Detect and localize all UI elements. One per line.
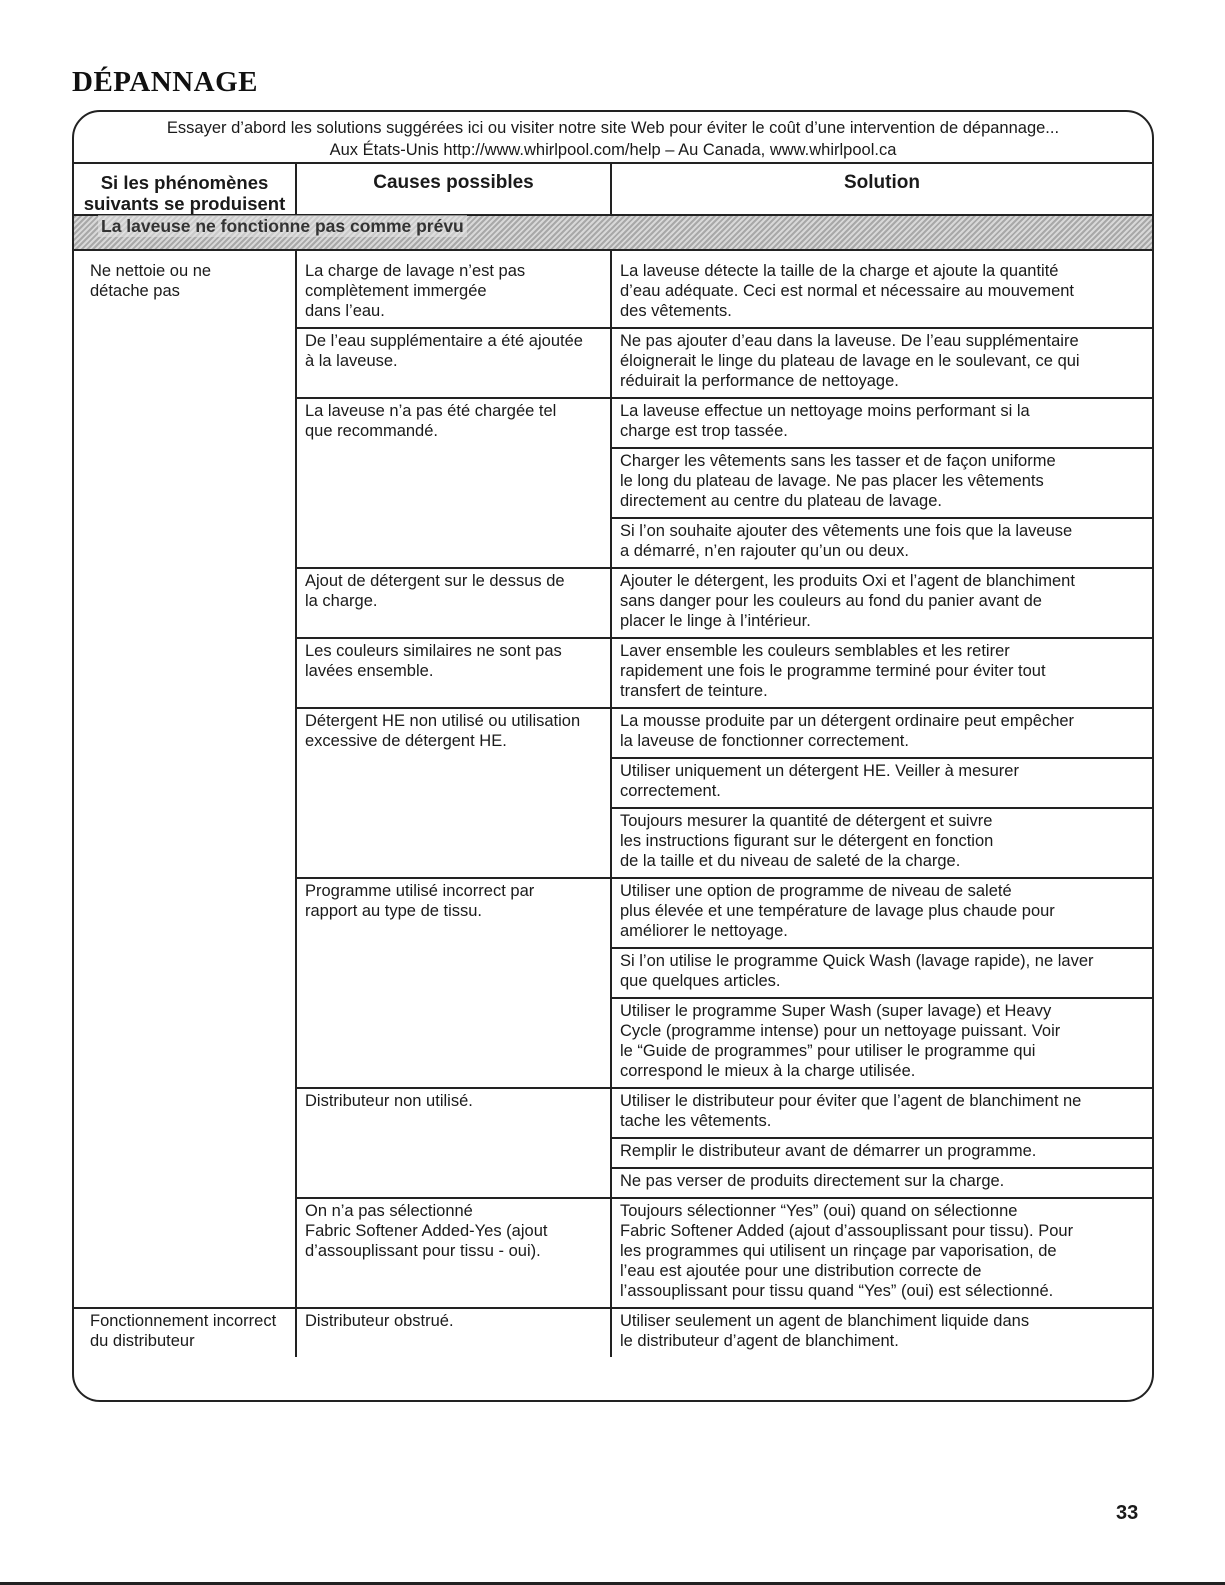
solution-cell — [611, 328, 1152, 398]
intro-line-2: Aux États-Unis http://www.whirlpool.com/help – Au Canada, www.whirlpool.ca — [329, 141, 897, 159]
solution-cell — [611, 259, 1152, 328]
solution-item: Ne pas verser de produits directement sur la charge. — [620, 1172, 1005, 1190]
solution-item: Utiliser le programme Super Wash (super lavage) et Heavy Cycle (programme intense) pour un nettoyage puissant. Voir le “Guide de programmes” pour utiliser le programme qui correspond le mieux à la charge utilisée. — [620, 1002, 1061, 1080]
solution-item: Ne pas ajouter d’eau dans la laveuse. De l’eau supplémentaire éloignerait le linge du plateau de lavage en le soulevant, ce qui réduirait la performance de nettoyage. — [620, 332, 1080, 390]
solution-cell — [611, 568, 1152, 638]
solution-item: Toujours mesurer la quantité de détergent et suivre les instructions figurant sur le détergent en fonction de la taille et du niveau de saleté de la charge. — [620, 812, 994, 870]
troubleshooting-frame — [72, 110, 1154, 1402]
cause-cell: Les couleurs similaires ne sont pas lavées ensemble. — [296, 638, 611, 708]
cause-cell: De l’eau supplémentaire a été ajoutée à la laveuse. — [296, 328, 611, 398]
solution-item: Si l’on utilise le programme Quick Wash (lavage rapide), ne laver que quelques articles. — [612, 949, 1152, 999]
solution-item: Toujours sélectionner “Yes” (oui) quand on sélectionne Fabric Softener Added (ajout d’assouplissant pour tissu). Pour les programmes qui utilisent un rinçage par vaporisation, de l’eau est ajoutée pour une distribution correcte de l’assouplissant pour tissu quand “Yes” (oui) est sélectionné. — [620, 1202, 1074, 1300]
section-heading: La laveuse ne fonctionne pas comme prévu — [74, 215, 1152, 250]
header-causes: Causes possibles — [296, 164, 611, 215]
troubleshooting-table — [74, 164, 1152, 1357]
header-solution: Solution — [611, 164, 1152, 215]
cause-cell: Ajout de détergent sur le dessus de la charge. — [296, 568, 611, 638]
cause-cell: Programme utilisé incorrect par rapport au type de tissu. — [296, 878, 611, 1088]
solution-cell — [611, 1088, 1152, 1198]
page-title: DÉPANNAGE — [72, 66, 259, 98]
header-symptom: Si les phénomènes suivants se produisent — [74, 164, 296, 215]
solution-item: Utiliser seulement un agent de blanchiment liquide dans le distributeur d’agent de blanchiment. — [620, 1312, 1030, 1350]
solution-item: Remplir le distributeur avant de démarrer un programme. — [612, 1139, 1152, 1169]
solution-cell — [611, 1198, 1152, 1308]
solution-cell — [611, 638, 1152, 708]
table-row — [74, 1308, 1152, 1357]
solution-cell — [611, 398, 1152, 568]
intro-line-1: Essayer d’abord les solutions suggérées ici ou visiter notre site Web pour éviter le coût d’une intervention de dépannage... — [166, 119, 1060, 137]
solution-item: La laveuse effectue un nettoyage moins performant si la charge est trop tassée. — [612, 399, 1152, 449]
solution-item: Charger les vêtements sans les tasser et de façon uniforme le long du plateau de lavage. Ne pas placer les vêtements directement au centre du plateau de lavage. — [612, 449, 1152, 519]
solution-cell — [611, 1308, 1152, 1357]
table-row — [74, 259, 1152, 328]
solution-item: Laver ensemble les couleurs semblables et les retirer rapidement une fois le programme terminé pour éviter tout transfert de teinture. — [620, 642, 1046, 700]
solution-item: Utiliser uniquement un détergent HE. Veiller à mesurer correctement. — [612, 759, 1152, 809]
cause-cell: On n’a pas sélectionné Fabric Softener Added-Yes (ajout d’assouplissant pour tissu - oui). — [296, 1198, 611, 1308]
cause-cell: La charge de lavage n’est pas complètement immergée dans l’eau. — [296, 259, 611, 328]
intro-text — [74, 112, 1152, 164]
cause-cell: Détergent HE non utilisé ou utilisation excessive de détergent HE. — [296, 708, 611, 878]
cause-cell: Distributeur non utilisé. — [296, 1088, 611, 1198]
solution-item: Utiliser une option de programme de niveau de saleté plus élevée et une température de lavage plus chaude pour améliorer le nettoyage. — [612, 879, 1152, 949]
solution-item: Utiliser le distributeur pour éviter que l’agent de blanchiment ne tache les vêtements. — [612, 1089, 1152, 1139]
solution-cell — [611, 878, 1152, 1088]
cause-cell: Distributeur obstrué. — [296, 1308, 611, 1357]
solution-item: La laveuse détecte la taille de la charge et ajoute la quantité d’eau adéquate. Ceci est normal et nécessaire au mouvement des vêtements. — [620, 262, 1075, 320]
table-body — [74, 215, 1152, 1357]
solution-cell — [611, 708, 1152, 878]
solution-item: Si l’on souhaite ajouter des vêtements une fois que la laveuse a démarré, n’en rajouter qu’un ou deux. — [620, 522, 1073, 560]
cause-cell: La laveuse n’a pas été chargée tel que recommandé. — [296, 398, 611, 568]
symptom-cell: Ne nettoie ou ne détache pas — [74, 259, 296, 1308]
symptom-cell: Fonctionnement incorrect du distributeur — [74, 1308, 296, 1357]
page-number: 33 — [1116, 1502, 1139, 1524]
solution-item: Ajouter le détergent, les produits Oxi et l’agent de blanchiment sans danger pour les couleurs au fond du panier avant de placer le linge à l’intérieur. — [620, 572, 1075, 630]
solution-item: La mousse produite par un détergent ordinaire peut empêcher la laveuse de fonctionner correctement. — [612, 709, 1152, 759]
